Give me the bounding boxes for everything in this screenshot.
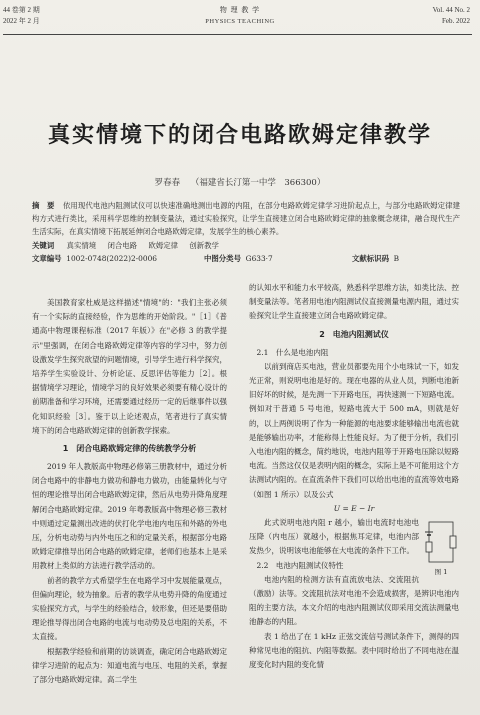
clc-label: 中图分类号: [204, 254, 241, 263]
clc-value: G633·7: [245, 254, 273, 263]
date-label: 2022 年 2 月: [3, 17, 40, 25]
header-rule: [3, 34, 472, 35]
paragraph: 的认知水平和能力水平较高，熟悉科学思维方法，如类比法、控制变量法等。笔者用电池内阻测试仪直接测量电源内阻，通过实验探究让学生直接建立闭合电路欧姆定律。: [249, 283, 459, 321]
journal-name: [0, 5, 480, 27]
author-name: 罗春春: [154, 178, 181, 188]
running-header: [0, 5, 480, 45]
paragraph: 前者的教学方式希望学生在电路学习中发展能量观点，但偏向理论，较为抽象。后者的教学从电势升降的角度通过实验探究方式，与学生的经验结合，较形象，但还是要借助理论推导得出闭合电路的电流与电动势及总电阻的关系，不太直接。: [32, 575, 227, 642]
author-line: [0, 176, 480, 188]
equivalent-circuit-diagram: [423, 518, 459, 566]
volume-label: 44 卷第 2 期: [3, 6, 40, 14]
paragraph: 根据教学经验和前期的访谈调查，确定闭合电路欧姆定律学习进阶的起点为：知道电流与电压、电阻的关系，掌握了部分电路欧姆定律。高二学生: [32, 646, 227, 685]
section-heading: 2 电池内阻测试仪: [319, 329, 389, 339]
date-label-en: Feb. 2022: [442, 17, 470, 25]
clc-number: [204, 252, 273, 265]
abstract: [32, 199, 460, 238]
equation: [249, 502, 459, 516]
author-affiliation: （福建省长汀第一中学 366300）: [190, 178, 326, 188]
doc-code: [352, 252, 399, 265]
article-title: 真实情境下的闭合电路欧姆定律教学: [47, 123, 432, 148]
doc-number: [32, 252, 157, 265]
doc-number-value: 1002-0748(2022)2-0006: [66, 254, 157, 263]
keyword: 闭合电路: [107, 241, 138, 250]
figure-caption: 图 1: [434, 568, 448, 577]
paragraph: 2019 年人教版高中物理必修第三册教材中，通过分析闭合电路中的非静电力做功和静电力做功，由能量转化与守恒的理论推导出闭合电路欧姆定律，然后从电势升降角度理解闭合电路欧姆定律。2019 年粤教版高中物理必修三教材中则通过定量测出改进的伏打化学电池内电压和外路的外电压，分析电动势与内外电压之和的定量关系，根据部分电路欧姆定律推导出闭合电路的欧姆定律，老师们也基本上是采用教材上类似的方法进行教学活动的。: [32, 462, 227, 571]
right-column: [249, 281, 459, 672]
keywords-label: 关键词: [32, 241, 55, 250]
section-heading: 1 闭合电路欧姆定律的传统教学分析: [62, 444, 197, 454]
paragraph: 以前到商店买电池，营业员都要先用个小电珠试一下，如发光正常，则说明电池是好的。现在电器的从业人员，判断电池新旧好坏的时候，是先测一下开路电压，再快速测一下短路电流。例如对于普通 5 号电池，短路电流大于 500 mA，则就是好的，以上两例说明了作为一种能源的电池要求能够输出电流也就是能够输出功率，才能称得上性能良好。为了便于分析，我们引入电池内阻的概念，简约地说，电池内阻等于开路电压除以短路电流。当然这仅仅是表明内阻的概念，实际上是不可能用这个方法测试内阻的。在直流条件下我们可以给出电池的直流等效电路（如图 1 所示）以及公式: [249, 361, 459, 499]
keyword: 真实情境: [66, 241, 97, 250]
journal-name-cn: 物 理 教 学: [219, 6, 261, 14]
keyword: 创新教学: [189, 241, 219, 250]
doc-number-label: 文章编号: [32, 254, 62, 263]
keyword: 欧姆定律: [148, 241, 178, 250]
circuit-figure: [423, 518, 459, 576]
paragraph: 此式说明电池内阻 r 越小，输出电流时电池电压降（内电压）就越小，根据焦耳定律，电池内部发热少，说明该电池能够在大电流的条件下工作。: [249, 518, 419, 556]
doc-code-label: 文献标识码: [352, 254, 389, 263]
journal-name-en: PHYSICS TEACHING: [205, 18, 275, 25]
paragraph: 表 1 给出了在 1 kHz 正弦交流信号测试条件下，测得的四种常见电池的阻抗、内阻等数据。表中同时给出了不同电池在温度变化时内阻的变化情: [249, 631, 459, 670]
doc-code-value: B: [393, 254, 400, 263]
abstract-label: 摘 要: [32, 201, 55, 210]
formula-text: U = E − Ir: [333, 503, 375, 513]
paragraph: 电池内阻的检测方法有直流放电法、交流阻抗（激励）法等。交流阻抗法对电池不会造成损害，是辨识电池内阻的主要方法，本文介绍的电池内阻测试仪即采用交流法测量电池静态的内阻。: [249, 574, 459, 627]
volume-label-en: Vol. 44 No. 2: [432, 6, 470, 14]
paragraph: 美国教育家杜威是这样描述"情境"的："我们主张必须有一个实际的直接经验，作为思维的开始阶段。"［1］《普通高中物理课程标准（2017 年版）》在"必修 3 的教学提示"里强调，在闭合电路欧姆定律等内容的学习中，努力创设激发学生探究欲望的问题情境，引导学生进行科学探究，培养学生实验设计、分析论证、反思评估等能力［2］。根据情境学习理论，情境学习的良好效果必须要有精心设计的前期准备和学习环境，还需要通过经历一定的后继事件以强化知识经验［3］。鉴于以上论述观点，笔者进行了真实情境下的闭合电路欧姆定律的创新教学探索。: [32, 298, 227, 435]
keywords: [32, 239, 460, 252]
left-column: [32, 296, 227, 687]
subsection-heading: 2.2 电池内阻测试仪特性: [256, 560, 344, 570]
abstract-text: 依用现代电池内阻测试仪可以快速准确地测出电源的内阻，在部分电路欧姆定律学习进阶起点上，与部分电路欧姆定律建构方式进行类比，采用科学思维的控制变量法，通过实验探究，让学生直接建立闭合电路欧姆定律的抽象概念规律，融合现代生产生活实际，在真实情境下拓展延伸闭合电路欧姆定律，发展学生的核心素养。: [32, 201, 460, 236]
issue-info-en: [433, 5, 470, 27]
subsection-heading: 2.1 什么是电池内阻: [256, 347, 329, 357]
